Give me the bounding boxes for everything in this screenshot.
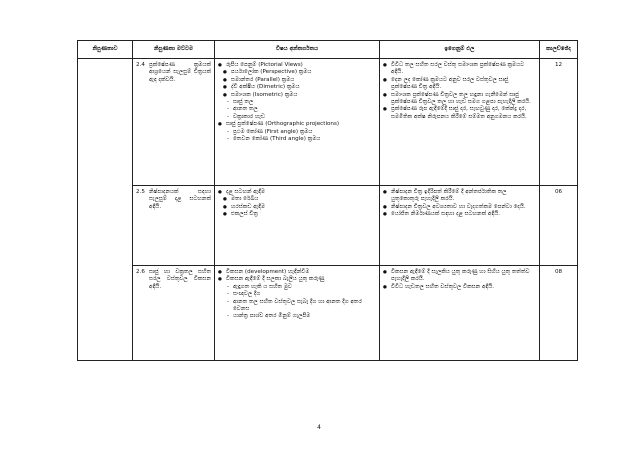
periods-value: 12 [554, 62, 563, 68]
periods-value: 08 [554, 269, 563, 275]
page-number: 4 [317, 424, 321, 431]
subject-content-cell [215, 59, 380, 186]
level-number: 2.4 [136, 62, 145, 68]
level-text: සෘජු හා වක්‍රතල සහිත සරල වස්තුවල විකසන අඳියි. [149, 269, 211, 290]
content-item: - ඇඳුගත හැකි ය සහිත මුව [218, 284, 376, 291]
learning-outcomes-cell [380, 266, 540, 361]
outcome-item: ● නිෂ්පාදන චිත්‍රවල අවශ්‍යතාව හා වැදගත්කම පෙන්වා දෙයි. [383, 204, 536, 211]
content-item: ● විකසන (development) හැඳින්වීම [218, 269, 376, 276]
learning-outcomes-cell [380, 59, 540, 186]
content-item: - වක්‍රාකාර හැඩ [218, 114, 376, 121]
learning-outcomes-cell [380, 186, 540, 266]
content-item: - සංඥවල දිග [218, 291, 376, 298]
competency-level-cell [133, 186, 215, 266]
periods-cell [540, 59, 578, 186]
header-competency-level: නිපුණතා මට්ටම [133, 41, 215, 59]
content-item: ● ද්වි අක්ෂීය (Dimetric) ක්‍රමය [218, 84, 376, 91]
periods-cell [540, 266, 578, 361]
outcome-item: ● විවිධ තල සහිත සරල වස්තු සමාංශක ප්‍රක්ෂේපණ ක්‍රමයට අඳියි. [383, 62, 536, 77]
outcome-item: ● සමාංශක ප්‍රක්ෂේපණ චිත්‍රවල තල හඳුනා ගැනීමෙන් සෘජු ප්‍රක්ෂේපණ චිත්‍රවල තල හා හැඩ සමග ගළපා පැහැදිලි කරයි. [383, 92, 536, 107]
table-row [78, 266, 578, 361]
competency-level-cell [133, 59, 215, 186]
syllabus-table [77, 40, 578, 361]
subject-content-cell [215, 186, 380, 266]
level-text: නිෂ්පාදනයක් සඳහා සැලසුම් දළ සටහනක් අඳියි. [149, 189, 211, 210]
content-item: - යාන්ත්‍ර පාශ්ව අතර මිනුම් ගැලපීම [218, 313, 376, 320]
content-item: ● සමාන්තර (Parallel) ක්‍රමය [218, 77, 376, 84]
content-item: ● සෘජු ප්‍රක්ෂේපණ (Orthographic projections) [218, 121, 376, 128]
outcome-item: ● විකසන ඇඳීමේ දී සැලකිය යුතු කරුණු හා සිහිය යුතු තත්ත්ව පැහැදිලි කරයි. [383, 269, 536, 284]
table-row [78, 59, 578, 186]
outcome-item: ● නිෂ්පාදන චිත්‍ර ඉදිරිපත් කිරීමේ දී අන්තර්ජාතික තල යුතුකොතුරු පැහැදිලි කරයි. [383, 189, 536, 204]
content-item: ● සමාංශක (Isometric) ක්‍රමය [218, 92, 376, 99]
header-competency: නිපුණතාව [78, 41, 133, 59]
content-item: - තෙවන කෝණ (Third angle) ක්‍රමය [218, 136, 376, 143]
content-item: - ආනත තල [218, 106, 376, 113]
table-header-row [78, 41, 578, 59]
outcome-item: ● දෙන ලද කෝණ ක්‍රමයට අනුව සරල වස්තුවල සෘජු ප්‍රක්ෂේපණ චිත්‍ර අඳියි. [383, 77, 536, 92]
header-subject-content: විෂය අන්තර්ගතය [215, 41, 380, 59]
content-item: ● එකලස් චිත්‍ර [218, 211, 376, 218]
outcome-item: ● යෝජිත නිර්මාණයක් සඳහා දළ සටහනක් අඳියි. [383, 211, 536, 218]
content-item: ● රූපීය පෙනුම් (Pictorial Views) [218, 62, 376, 69]
content-item: ● හරස්කඩ ඇඳීම [218, 204, 376, 211]
subject-content-cell [215, 266, 380, 361]
table-row [78, 186, 578, 266]
content-item: ● විකසන ඇඳීමේ දී සලකා බැලිය යුතු කරුණු [218, 276, 376, 283]
outcome-item: ● ප්‍රක්ෂේපණ රූප ඇඳීමේදී සෘජු දාර, සැඟවුණු දාර, කේන්ද්‍ර දාර, සමමිතික අක්ෂ නිරූපනය කිරීමේ සම්මත අනුගමනය කරයි. [383, 106, 536, 121]
periods-cell [540, 186, 578, 266]
content-item: ● මතා රේඛීය [218, 196, 376, 203]
level-number: 2.6 [136, 269, 145, 275]
content-item: - ආනත තල සහිත වස්තුවල සැබෑ දිග හා ආනත දිග අතර වෙනස [218, 299, 376, 314]
outcome-item: ● විවිධ හැඩතල සහිත වස්තුවල විකසන අඳියි. [383, 284, 536, 291]
header-periods: කාලච්ඡේද [540, 41, 578, 59]
level-text: ප්‍රක්ෂේපණ ක්‍රමයක් ආශ්‍රයෙන් සැලසුම් චිත්‍රයක් ඇඳ දක්වයි. [149, 62, 211, 83]
competency-cell [78, 59, 133, 361]
content-item: ● පර්යාලෝක (Perspective) ක්‍රමය [218, 69, 376, 76]
content-item: ● දළ සටහන් ඇඳීම [218, 189, 376, 196]
competency-level-cell [133, 266, 215, 361]
level-number: 2.5 [136, 189, 145, 195]
content-item: - සෘජු තල [218, 99, 376, 106]
periods-value: 06 [554, 189, 563, 195]
content-item: - ප්‍රථම කෝණ (First angle) ක්‍රමය [218, 129, 376, 136]
header-learning-outcomes: ඉගෙනුම් ඵල [380, 41, 540, 59]
